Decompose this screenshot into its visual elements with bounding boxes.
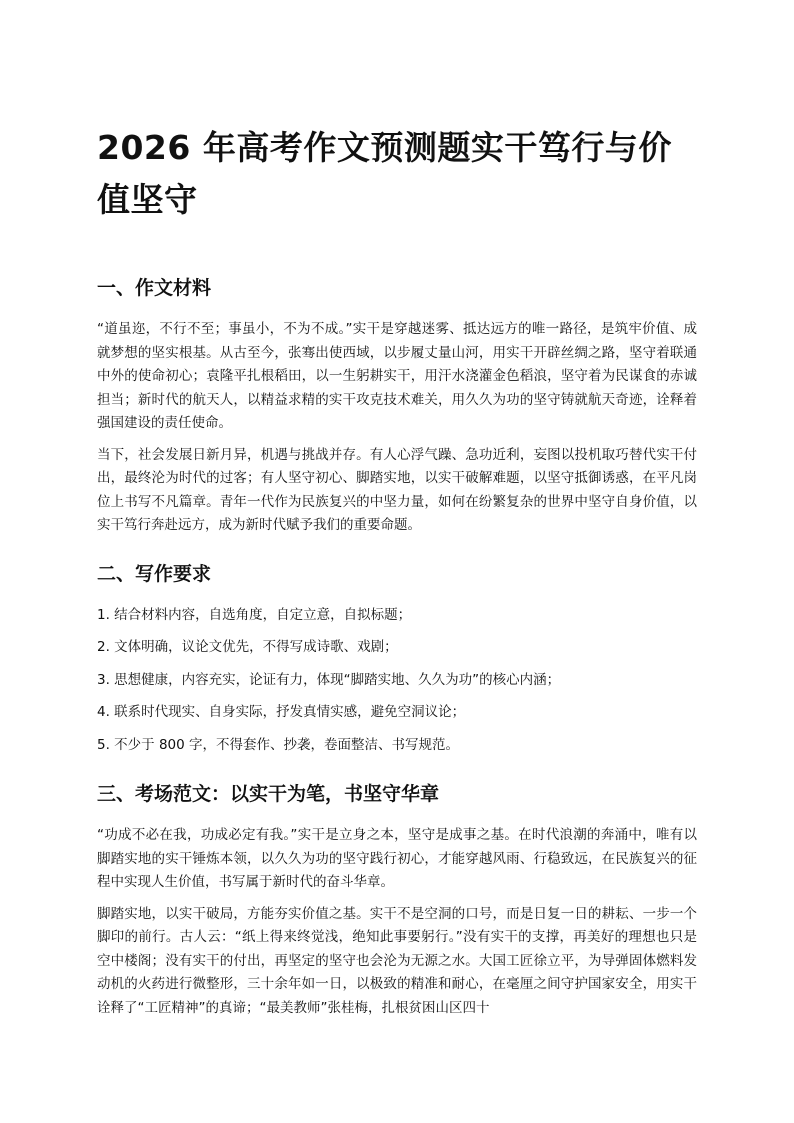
section-sample-essay	[97, 780, 697, 1020]
requirement-item: 1. 结合材料内容，自选角度，自定立意，自拟标题；	[97, 606, 412, 623]
requirement-item: 4. 联系时代现实、自身实际，抒发真情实感，避免空洞议论；	[97, 704, 466, 720]
section-requirements	[97, 560, 697, 758]
essay-paragraph-2: 脚踏实地，以实干破局，方能夯实价值之基。实干不是空洞的口号，而是日复一日的耕耘、一步一个脚印的前行。古人云：“纸上得来终觉浅，绝知此事要躬行。”没有实干的支撑，再美好的理想也只是空中楼阁；没有实干的付出，再坚定的坚守也会沦为无源之水。大国工匠徐立平，为导弹固体燃料发动机的火药进行微整形，三十余年如一日，以极致的精准和耐心，在毫厘之间守护国家安全，用实干诠释了“工匠精神”的真谛；“最美教师”张桂梅，扎根贫困山区四十	[97, 905, 697, 1016]
essay-paragraph-1: “功成不必在我，功成必定有我。”实干是立身之本，坚守是成事之基。在时代浪潮的奔涌中，唯有以脚踏实地的实干锤炼本领，以久久为功的坚守践行初心，才能穿越风雨、行稳致远，在民族复兴的征程中实现人生价值，书写属于新时代的奋斗华章。	[97, 827, 697, 890]
document-title: 2026 年高考作文预测题实干笃行与价值坚守	[97, 128, 672, 219]
section-heading-requirements: 二、写作要求	[97, 562, 212, 585]
requirement-item: 2. 文体明确，议论文优先，不得写成诗歌、戏剧；	[97, 639, 398, 655]
section-spacer	[97, 766, 697, 780]
section-heading-materials: 一、作文材料	[97, 277, 212, 299]
materials-paragraph-1: “道虽迩，不行不至；事虽小，不为不成。”实干是穿越迷雾、抵达远方的唯一路径，是筑牢价值、成就梦想的坚实根基。从古至今，张骞出使西域，以步履丈量山河，用实干开辟丝绸之路，坚守着联通中外的使命初心；袁隆平扎根稻田，以一生躬耕实干，用汗水浇灌金色稻浪，坚守着为民谋食的赤诚担当；新时代的航天人，以精益求精的实干攻克技术难关，用久久为功的坚守铸就航天奇迹，诠释着强国建设的责任使命。	[97, 321, 697, 431]
requirement-item: 3. 思想健康，内容充实，论证有力，体现“脚踏实地、久久为功”的核心内涵；	[97, 671, 561, 688]
materials-paragraph-2: 当下，社会发展日新月异，机遇与挑战并存。有人心浮气躁、急功近利，妄图以投机取巧替代实干付出，最终沦为时代的过客；有人坚守初心、脚踏实地，以实干破解难题，以坚守抵御诱惑，在平凡岗位上书写不凡篇章。青年一代作为民族复兴的中坚力量，如何在纷繁复杂的世界中坚守自身价值，以实干笃行奔赴远方，成为新时代赋予我们的重要命题。	[97, 446, 697, 533]
requirements-list	[97, 604, 697, 758]
section-spacer	[97, 546, 697, 560]
requirement-item: 5. 不少于 800 字，不得套作、抄袭，卷面整洁、书写规范。	[97, 736, 460, 753]
section-heading-sample-essay: 三、考场范文：以实干为笔，书坚守华章	[97, 783, 440, 805]
section-materials	[97, 274, 697, 538]
